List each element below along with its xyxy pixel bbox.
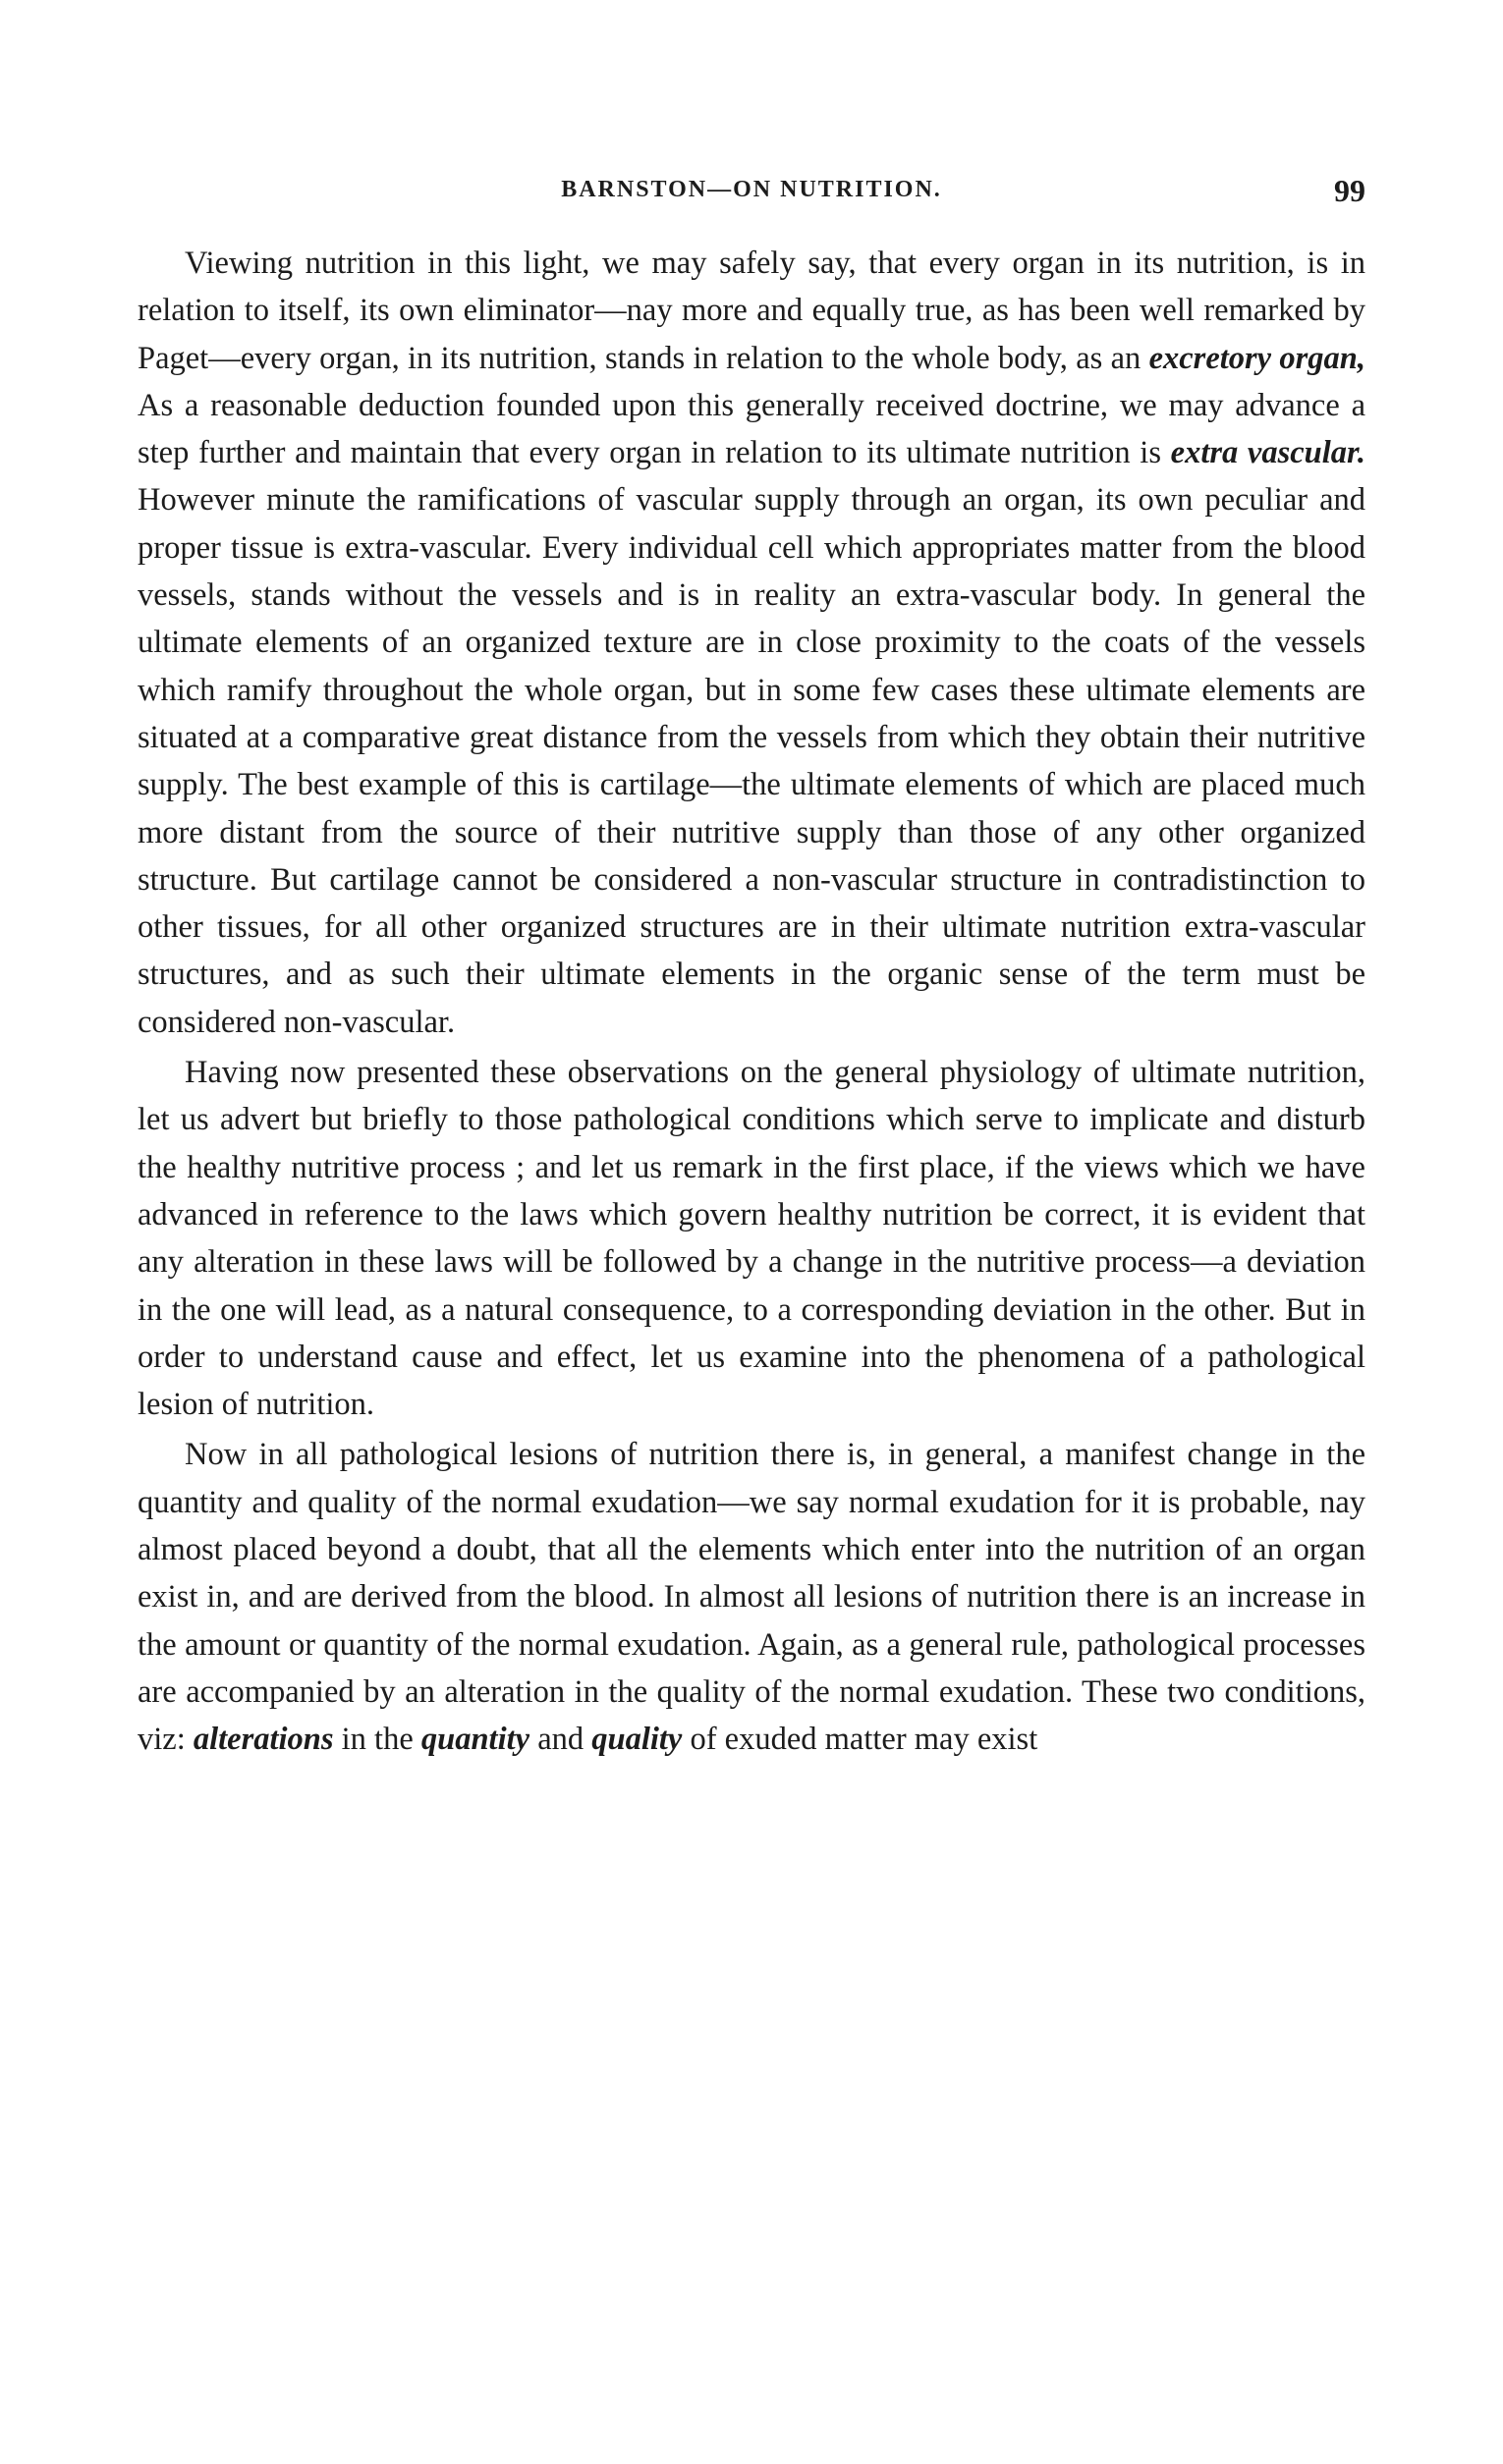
- paragraph-3-text-a: Now in all pathological lesions of nutrition there is, in general, a manifest change in the quantity and quality of the normal exudation—we say normal exudation for it is probable, nay almost placed beyond a doubt, that all the elements which enter into the nutrition of an organ exist in, and are derived from the blood. In almost all lesions of nutrition there is an increase in the amount or quantity of the normal exudation. Again, as a general rule, pathological processes are accompanied by an alteration in the quality of the normal exudation. These two conditions, viz:: [138, 1437, 1365, 1758]
- paragraph-1-italic-excretory: excretory organ,: [1148, 340, 1365, 376]
- paragraph-3-text-b: in the: [333, 1722, 421, 1758]
- running-header: [138, 173, 1365, 216]
- paragraph-1-italic-extra-vascular: extra vascular.: [1170, 435, 1365, 471]
- running-title: BARNSTON—ON NUTRITION.: [561, 177, 942, 202]
- paragraph-3-italic-quantity: quantity: [420, 1722, 530, 1758]
- paragraph-1-text-a: Viewing nutrition in this light, we may safely say, that every organ in its nutrition, is in relation to itself, its own eliminator—nay more and equally true, as has been well remarked by Paget—every organ, in its nutrition, stands in relation to the whole body, as an: [138, 246, 1365, 376]
- paragraph-1-text-c: However minute the ramifications of vascular supply through an organ, its own peculiar and proper tissue is extra-vascular. Every individual cell which appropriates matter from the blood vessels, stands without the vessels and is in reality an extra-vascular body. In general the ultimate elements of an organized texture are in close proximity to the coats of the vessels which ramify throughout the whole organ, but in some few cases these ultimate elements are situated at a comparative great distance from the vessels from which they obtain their nutritive supply. The best example of this is cartilage—the ultimate elements of which are placed much more distant from the source of their nutritive supply than those of any other organized structure. But cartilage cannot be considered a non-vascular structure in contradistinction to other tissues, for all other organized structures are in their ultimate nutrition extra-vascular structures, and as such their ultimate elements in the organic sense of the term must be considered non-vascular.: [138, 482, 1365, 1040]
- paragraph-3: [138, 1431, 1365, 1763]
- page-number: 99: [1334, 173, 1365, 208]
- paragraph-1: [138, 240, 1365, 1046]
- paragraph-3-text-d: of exuded matter may exist: [682, 1722, 1038, 1758]
- paragraph-3-text-c: and: [529, 1722, 592, 1758]
- paragraph-2: Having now presented these observations on the general physiology of ultimate nutrition, let us advert but briefly to those pathological conditions which serve to implicate and disturb the healthy nutritive process ; and let us remark in the first place, if the views which we have advanced in reference to the laws which govern healthy nutrition be correct, it is evident that any alteration in these laws will be followed by a change in the nutritive process—a deviation in the one will lead, as a natural consequence, to a corresponding deviation in the other. But in order to understand cause and effect, let us examine into the phenomena of a pathological lesion of nutrition.: [138, 1055, 1365, 1423]
- paragraph-3-italic-quality: quality: [591, 1722, 683, 1758]
- paragraph-1-text-b: As a reasonable deduction founded upon this generally received doctrine, we may advance a step further and maintain that every organ in relation to its ultimate nutrition is: [138, 387, 1365, 471]
- book-page: [138, 173, 1365, 1764]
- paragraph-3-italic-alterations: alterations: [193, 1722, 334, 1758]
